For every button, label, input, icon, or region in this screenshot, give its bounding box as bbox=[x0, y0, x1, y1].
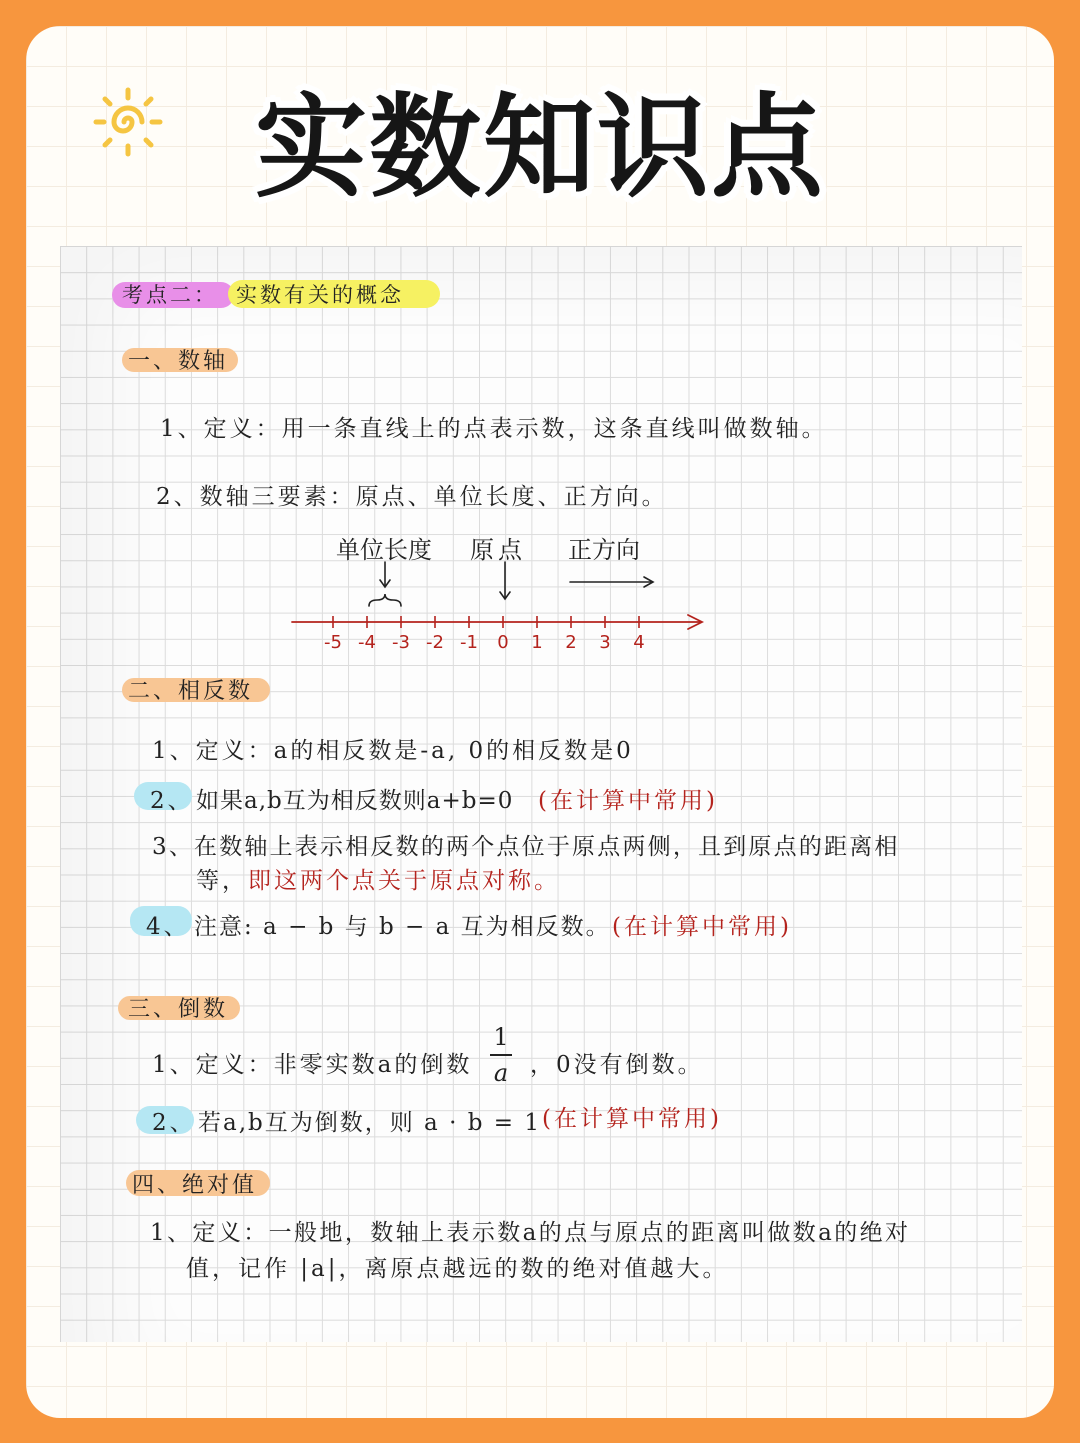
label-origin: 原点 bbox=[470, 536, 526, 564]
section-4-heading: 四、绝对值 bbox=[132, 1173, 258, 1198]
tick-label: -1 bbox=[460, 632, 478, 653]
s2-definition: 1、定义：a的相反数是-a, 0的相反数是0 bbox=[152, 738, 634, 764]
s2-item4-note: (在计算中常用) bbox=[612, 914, 792, 940]
s2-item4-text: 注意: a − b 与 b − a 互为相反数。 bbox=[194, 914, 611, 940]
section-1-heading: 一、数轴 bbox=[128, 349, 229, 374]
fraction-denominator: a bbox=[493, 1059, 509, 1087]
s3-item2-text: 若a,b互为倒数，则 a · b = 1 bbox=[198, 1110, 541, 1136]
s2-item2-note: (在计算中常用) bbox=[538, 788, 718, 814]
s4-definition-line2: 值，记作 |a|，离原点越远的数的绝对值越大。 bbox=[186, 1256, 729, 1282]
tick-label: 1 bbox=[531, 632, 543, 653]
tick-label: 4 bbox=[633, 632, 645, 653]
fraction-bar bbox=[490, 1054, 512, 1056]
s2-item2-text: 如果a,b互为相反数则a+b=0 bbox=[196, 788, 514, 814]
section-2-heading: 二、相反数 bbox=[128, 679, 254, 704]
tag-left-label: 考点二： bbox=[122, 283, 218, 307]
tick-label: 3 bbox=[599, 632, 611, 653]
tick-label: -3 bbox=[392, 632, 410, 653]
tick-label: 0 bbox=[497, 632, 509, 653]
tick-label: -2 bbox=[426, 632, 444, 653]
label-positive-direction: 正方向 bbox=[568, 536, 640, 564]
s2-item2-number: 2、 bbox=[150, 788, 194, 814]
tick-label: -4 bbox=[358, 632, 376, 653]
s3-definition-start: 1、定义：非零实数a的倒数 bbox=[152, 1052, 473, 1078]
reciprocal-fraction bbox=[486, 1022, 516, 1088]
section-3-heading: 三、倒数 bbox=[128, 997, 229, 1022]
page-title: 实数知识点 bbox=[255, 83, 825, 213]
s2-item3-line1: 3、在数轴上表示相反数的两个点位于原点两侧，且到原点的距离相 bbox=[152, 834, 900, 860]
s3-item2-note: (在计算中常用) bbox=[542, 1106, 722, 1132]
label-unit-length: 单位长度 bbox=[336, 536, 432, 564]
s3-item2-number: 2、 bbox=[152, 1110, 196, 1136]
tick-label: 2 bbox=[565, 632, 577, 653]
s1-elements: 2、数轴三要素：原点、单位长度、正方向。 bbox=[156, 484, 668, 510]
s3-definition-end: ，0没有倒数。 bbox=[530, 1052, 704, 1078]
s2-item3-line2: 等， bbox=[196, 868, 248, 894]
tick-label: -5 bbox=[324, 632, 342, 653]
s4-definition-line1: 1、定义：一般地，数轴上表示数a的点与原点的距离叫做数a的绝对 bbox=[150, 1220, 911, 1246]
s2-item4-number: 4、 bbox=[146, 914, 190, 940]
fraction-numerator: 1 bbox=[493, 1023, 509, 1051]
s2-item3-red: 即这两个点关于原点对称。 bbox=[248, 868, 560, 894]
number-line bbox=[280, 520, 720, 660]
tag-right-label: 实数有关的概念 bbox=[236, 283, 404, 307]
unit-brace bbox=[369, 594, 401, 606]
s1-definition: 1、定义：用一条直线上的点表示数，这条直线叫做数轴。 bbox=[160, 416, 828, 442]
